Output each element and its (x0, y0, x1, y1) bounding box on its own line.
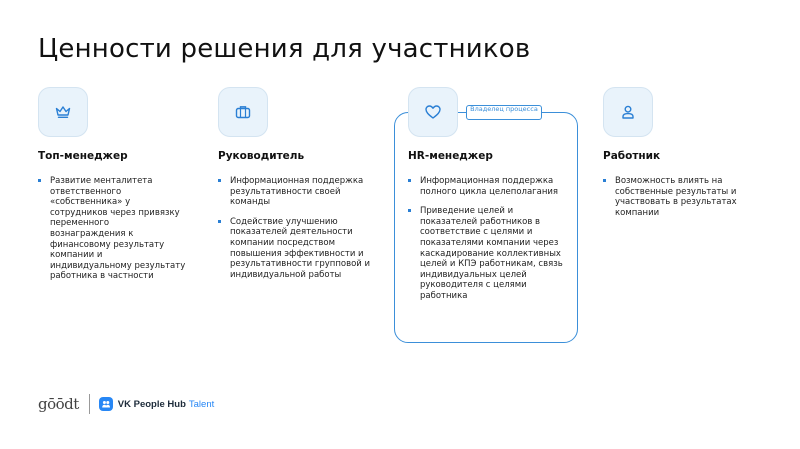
heart-icon (408, 87, 458, 137)
column-employee (603, 87, 763, 227)
role-title: Работник (603, 150, 661, 162)
values-list (38, 176, 198, 282)
role-title: Топ-менеджер (38, 150, 128, 162)
vk-people-icon (99, 397, 113, 411)
vk-talent-logo-text: Talent (188, 398, 215, 410)
values-list (218, 176, 383, 280)
footer-logos (38, 393, 214, 415)
role-title: Руководитель (218, 150, 305, 162)
role-title: HR-менеджер (408, 150, 493, 162)
vk-people-hub-logo-text: VK People Hub (117, 398, 186, 410)
list-item: Содействие улучшению показателей деятельности компании посредством повышения эффективности и результативности групповой и индивидуальной работы (218, 217, 380, 281)
page-title: Ценности решения для участников (38, 34, 531, 64)
list-item: Информационная поддержка полного цикла целеполагания (408, 176, 565, 197)
crown-icon (38, 87, 88, 137)
values-list (603, 176, 763, 218)
process-owner-badge: Владелец процесса (466, 105, 542, 120)
list-item: Приведение целей и показателей работников в соответствие с целями и показателями компании через каскадирование коллективных целей и КПЭ работникам, связь индивидуальных целей руководителя с целями работника (408, 206, 568, 301)
column-hr-manager (408, 87, 568, 311)
user-icon (603, 87, 653, 137)
goodt-logo: gōōdt (38, 395, 79, 413)
column-manager (218, 87, 383, 289)
list-item: Возможность влиять на собственные результаты и участвовать в результатах компании (603, 176, 751, 218)
values-list (408, 176, 568, 302)
column-top-manager (38, 87, 198, 291)
list-item: Развитие менталитета ответственного «собственника» у сотрудников через привязку переменного вознаграждения к финансовому результату компании и индивидуальному результату работника в частности (38, 176, 186, 282)
briefcase-icon (218, 87, 268, 137)
divider (89, 394, 90, 414)
list-item: Информационная поддержка результативности своей команды (218, 176, 370, 208)
